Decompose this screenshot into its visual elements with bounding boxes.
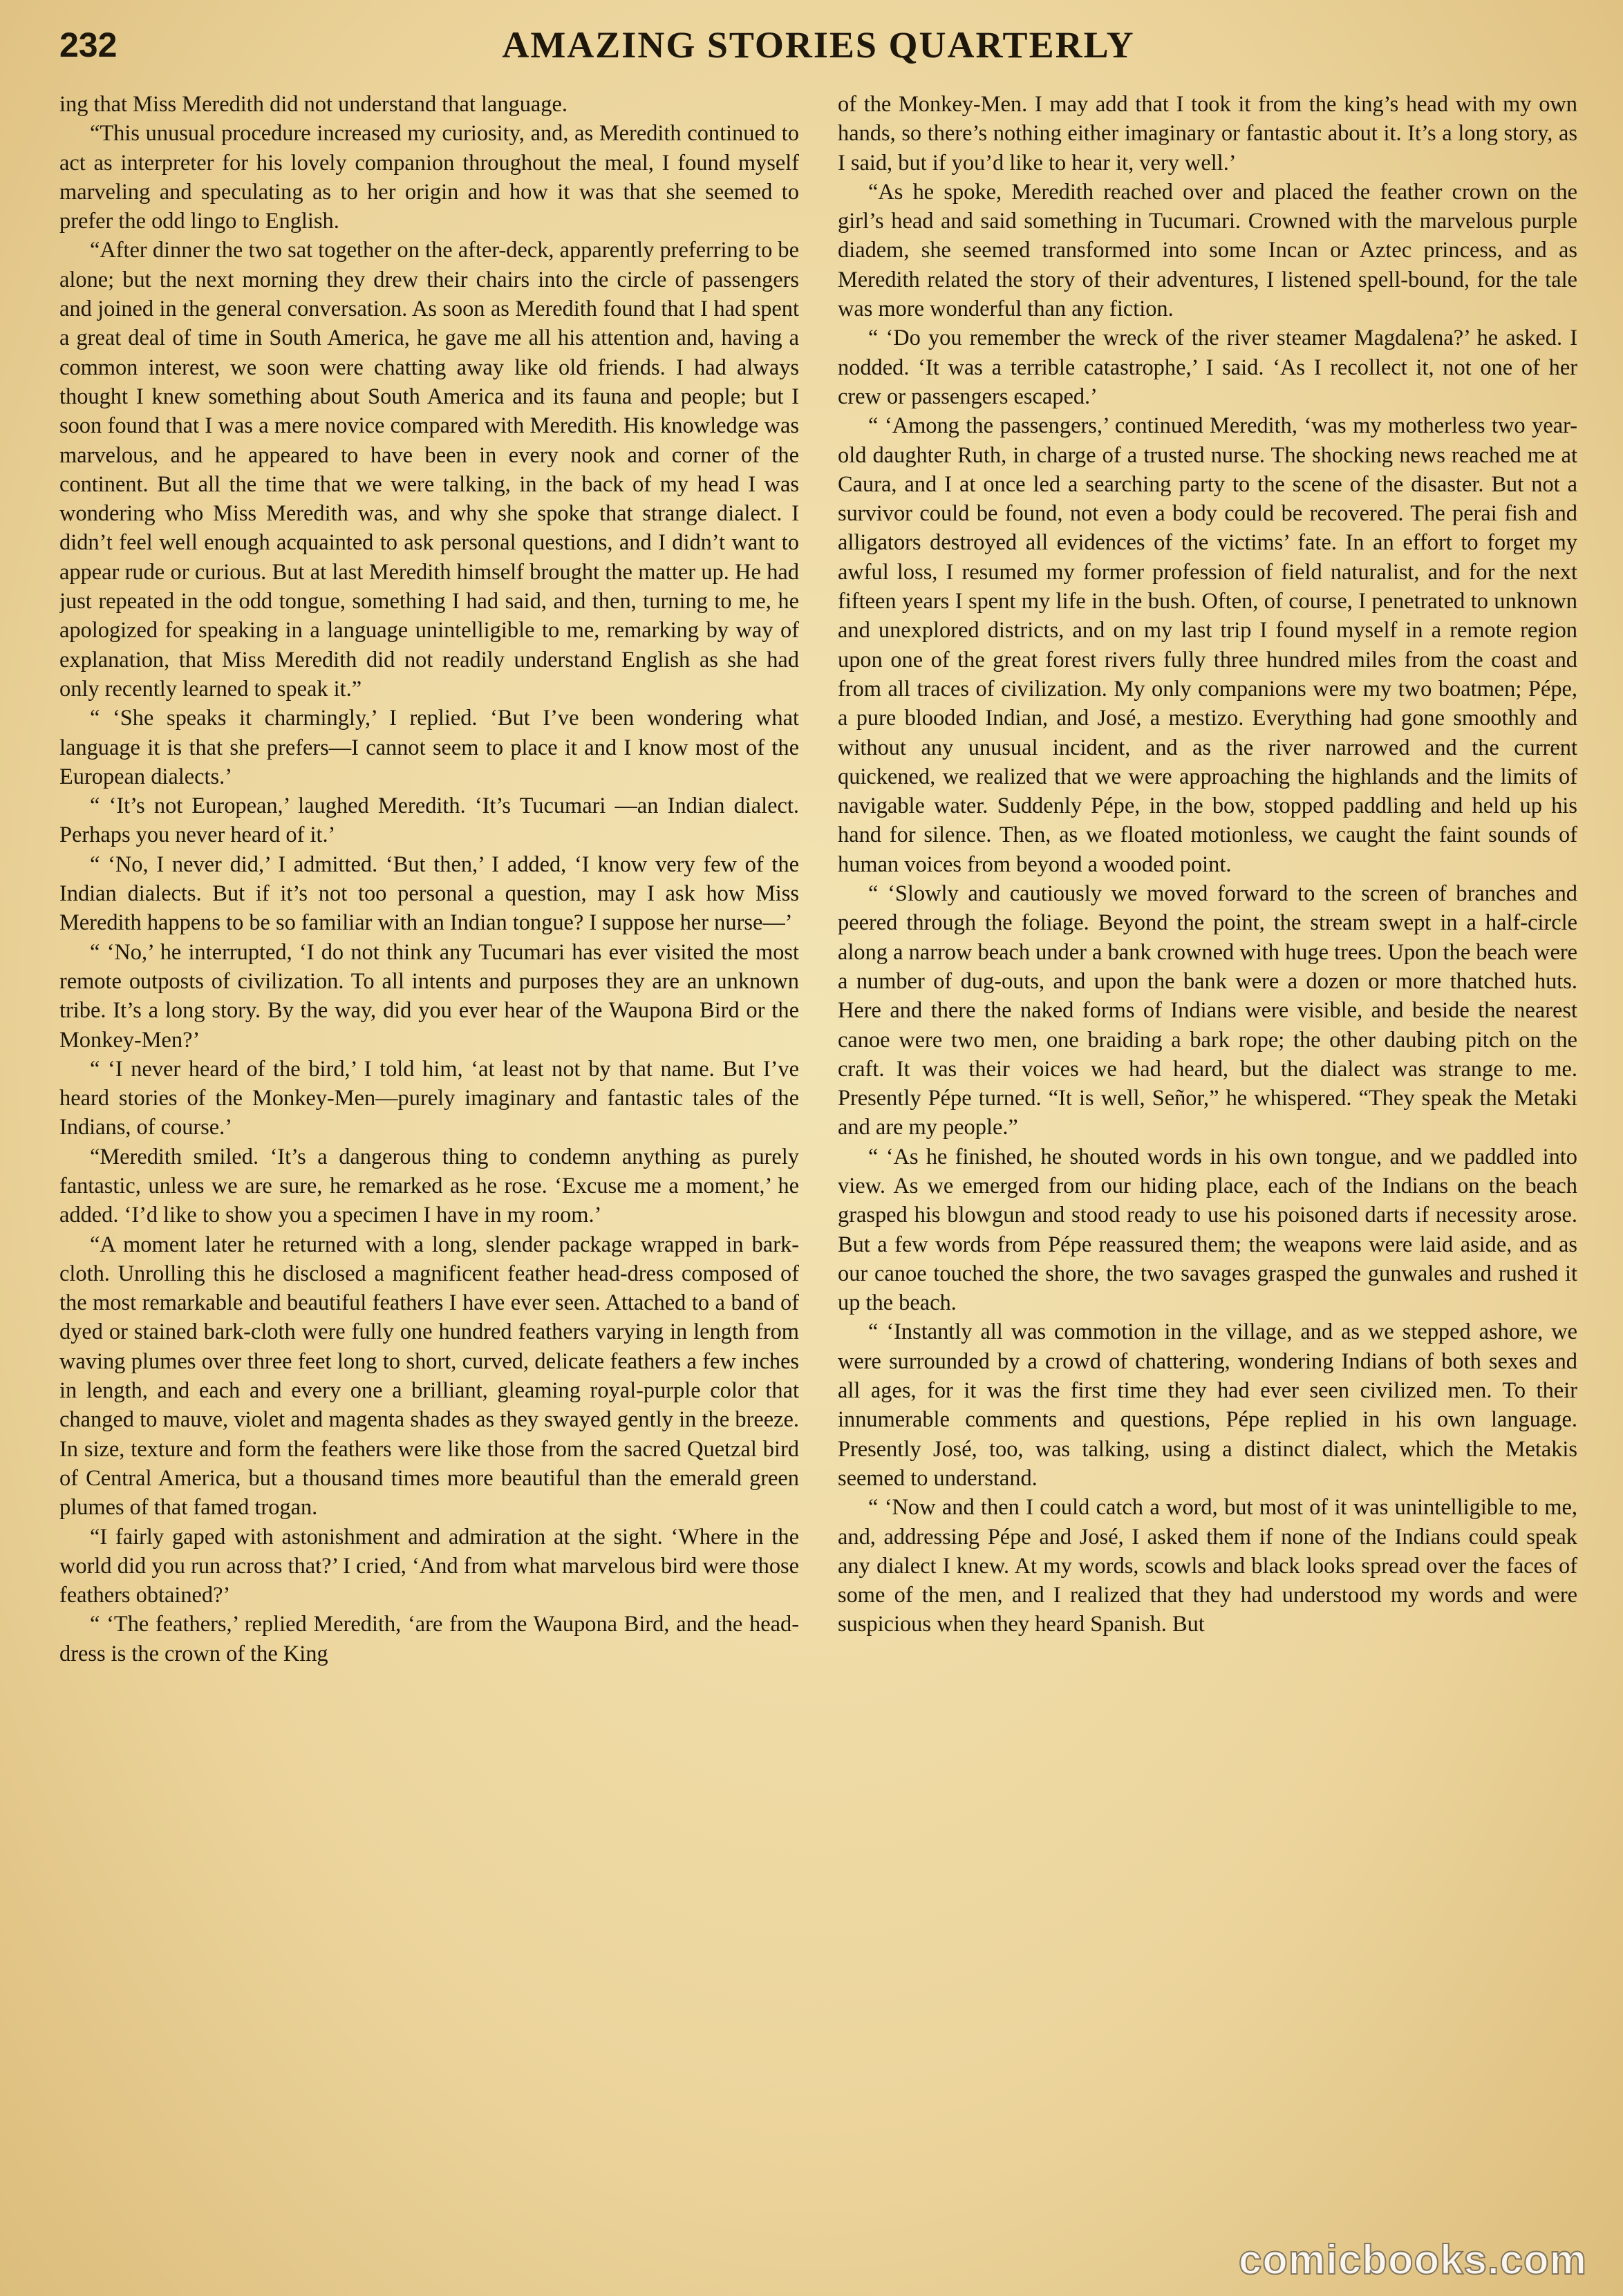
paragraph: ing that Miss Meredith did not understand that language. <box>59 92 567 117</box>
paragraph: “ ‘Instantly all was commotion in the village, and as we stepped ashore, we were surrounded by a crowd of chattering, wondering Indians of both sexes and all ages, for it was the first time they had ever seen civilized men. To their innumerable comments and questions, Pépe replied in his own language. Presently José, too, was talking, using a distinct dialect, which the Metakis seemed to understand. <box>838 1319 1577 1491</box>
watermark: comicbooks.com <box>1238 2237 1587 2283</box>
paragraph: “ ‘It’s not European,’ laughed Meredith. ‘It’s Tucumari —an Indian dialect. Perhaps you never heard of it.’ <box>59 793 799 848</box>
paragraph: “This unusual procedure increased my curiosity, and, as Meredith continued to act as interpreter for his lovely companion throughout the meal, I found myself marveling and speculating as to her origin and how it was that she seemed to prefer the odd lingo to English. <box>59 121 799 234</box>
paragraph: “A moment later he returned with a long, slender package wrapped in bark-cloth. Unrolling this he disclosed a magnificent feather head-dress composed of the most remarkable and beautiful feathers I have ever seen. Attached to a band of dyed or stained bark-cloth were fully one hundred feathers varying in length from waving plumes over three feet long to short, curved, delicate feathers a few inches in length, and each and every one a brilliant, gleaming royal-purple color that changed to mauve, violet and magenta shades as they swayed gently in the breeze. In size, texture and form the feathers were like those from the sacred Quetzal bird of Central America, but a thousand times more beautiful than the emerald green plumes of that famed trogan. <box>59 1232 799 1521</box>
paragraph: “ ‘Now and then I could catch a word, but most of it was unintelligible to me, and, addressing Pépe and José, I asked them if none of the Indians could speak any dialect I knew. At my words, scowls and black looks spread over the faces of some of the men, and I realized that they had understood my words and were suspicious when they heard Spanish. But <box>838 1495 1577 1637</box>
paragraph: “ ‘Slowly and cautiously we moved forward to the screen of branches and peered through the foliage. Beyond the point, the stream swept in a half-circle along a narrow beach under a bank crowned with huge trees. Upon the beach were a number of dug-outs, and upon the bank were a dozen or more thatched huts. Here and there the naked forms of Indians were visible, and beside the nearest canoe were two men, one braiding a bark rope; the other daubing pitch on the craft. It was their voices we had heard, but the dialect was strange to me. Presently Pépe turned. “It is well, Señor,” he whispered. “They speak the Metaki and are my people.” <box>838 881 1577 1140</box>
paragraph: “ ‘I never heard of the bird,’ I told him, ‘at least not by that name. But I’ve heard stories of the Monkey-Men—purely imaginary and fantastic tales of the Indians, of course.’ <box>59 1056 799 1140</box>
paragraph: “ ‘No, I never did,’ I admitted. ‘But then,’ I added, ‘I know very few of the Indian dialects. But if it’s not too personal a question, may I ask how Miss Meredith happens to be so familiar with an Indian tongue? I suppose her nurse—’ <box>59 851 799 936</box>
text-columns <box>59 90 1577 2267</box>
paragraph: “ ‘Among the passengers,’ continued Meredith, ‘was my motherless two year-old daughter Ruth, in charge of a trusted nurse. The shocking news reached me at Caura, and I at once led a searching party to the scene of the disaster. But not a survivor could be found, not even a body could be recovered. The perai fish and alligators destroyed all evidences of the victims’ fate. In an effort to forget my awful loss, I resumed my former profession of field naturalist, and for the next fifteen years I spent my life in the bush. Often, of course, I penetrated to unknown and unexplored districts, and on my last trip I found myself in a remote region upon one of the great forest rivers fully three hundred miles from the coast and from all traces of civilization. My only companions were my two boatmen; Pépe, a pure blooded Indian, and José, a mestizo. Everything had gone smoothly and without any unusual incident, and as the river narrowed and the current quickened, we realized that we were approaching the highlands and the limits of navigable water. Suddenly Pépe, in the bow, stopped paddling and held up his hand for silence. Then, as we floated motionless, we caught the faint sounds of human voices from beyond a wooded point. <box>838 413 1577 877</box>
running-title: AMAZING STORIES QUARTERLY <box>502 24 1135 66</box>
right-column <box>838 90 1577 2267</box>
page-number: 232 <box>59 26 118 64</box>
paragraph: “I fairly gaped with astonishment and admiration at the sight. ‘Where in the world did you run across that?’ I cried, ‘And from what marvelous bird were those feathers obtained?’ <box>59 1524 799 1608</box>
left-column <box>59 90 799 2267</box>
page-header <box>59 21 1577 76</box>
paragraph: “After dinner the two sat together on the after-deck, apparently preferring to be alone; but the next morning they drew their chairs into the circle of passengers and joined in the general conversation. As soon as Meredith found that I had spent a great deal of time in South America, he gave me all his attention and, having a common interest, we soon were chatting away like old friends. I had always thought I knew something about South America and its fauna and people; but I soon found that I was a mere novice compared with Meredith. His knowledge was marvelous, and he appeared to have been in every nook and corner of the continent. But all the time that we were talking, in the back of my head I was wondering who Miss Meredith was, and why she spoke that strange dialect. I didn’t feel well enough acquainted to ask personal questions, and I didn’t want to appear rude or curious. But at last Meredith himself brought the matter up. He had just repeated in the odd tongue, something I had said, and then, turning to me, he apologized for speaking in a language unintelligible to me, remarking by way of explanation, that Miss Meredith did not readily understand English as she had only recently learned to speak it.” <box>59 238 799 702</box>
paragraph: “As he spoke, Meredith reached over and placed the feather crown on the girl’s head and said something in Tucumari. Crowned with the marvelous purple diadem, she seemed transformed into some Incan or Aztec princess, and as Meredith related the story of their adventures, I listened spell-bound, for the tale was more wonderful than any fiction. <box>838 179 1577 322</box>
paragraph: “ ‘She speaks it charmingly,’ I replied. ‘But I’ve been wondering what language it is that she prefers—I cannot seem to place it and I know most of the European dialects.’ <box>59 706 799 789</box>
paragraph: “ ‘Do you remember the wreck of the river steamer Magdalena?’ he asked. I nodded. ‘It was a terrible catastrophe,’ I said. ‘As I recollect it, not one of her crew or passengers escaped.’ <box>838 326 1577 409</box>
paragraph: of the Monkey-Men. I may add that I took it from the king’s head with my own hands, so there’s nothing either imaginary or fantastic about it. It’s a long story, as I said, but if you’d like to hear it, very well.’ <box>838 92 1577 176</box>
paragraph: “ ‘No,’ he interrupted, ‘I do not think any Tucumari has ever visited the most remote outposts of civilization. To all intents and purposes they are an unknown tribe. It’s a long story. By the way, did you ever hear of the Waupona Bird or the Monkey-Men?’ <box>59 939 799 1053</box>
paragraph: “ ‘The feathers,’ replied Meredith, ‘are from the Waupona Bird, and the head-dress is the crown of the King <box>59 1612 799 1666</box>
paragraph: “ ‘As he finished, he shouted words in his own tongue, and we paddled into view. As we emerged from our hiding place, each of the Indians on the beach grasped his blowgun and stood ready to use his poisoned darts if necessity arose. But a few words from Pépe reassured them; the weapons were laid aside, and as our canoe touched the shore, the two savages grasped the gunwales and rushed it up the beach. <box>838 1144 1577 1316</box>
paragraph: “Meredith smiled. ‘It’s a dangerous thing to condemn anything as purely fantastic, unless we are sure, he remarked as he rose. ‘Excuse me a moment,’ he added. ‘I’d like to show you a specimen I have in my room.’ <box>59 1144 799 1228</box>
